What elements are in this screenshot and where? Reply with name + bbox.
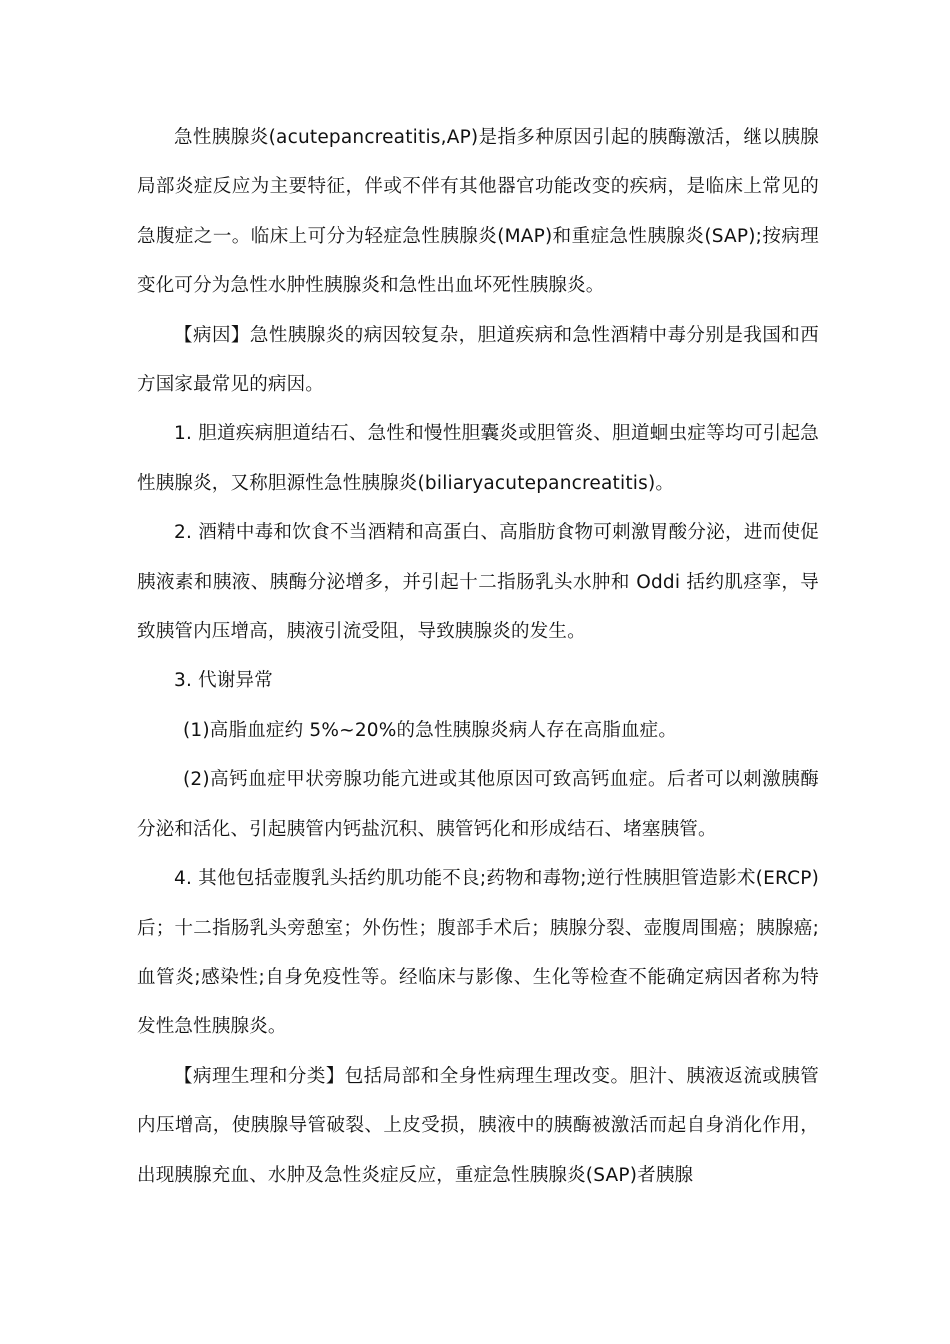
paragraph-other-causes: 4. 其他包括壶腹乳头括约肌功能不良;药物和毒物;逆行性胰胆管造影术(ERCP)后；十二指肠乳头旁憩室；外伤性；腹部手术后；胰腺分裂、壶腹周围癌；胰腺癌;血管炎;感染性;自身免疫性等。经临床与影像、生化等检查不能确定病因者称为特发性急性胰腺炎。 xyxy=(137,868,819,1038)
paragraph-metabolic: 3. 代谢异常 xyxy=(174,670,273,692)
paragraph-hypercalcemia: (2)高钙血症甲状旁腺功能亢进或其他原因可致高钙血症。后者可以刺激胰酶分泌和活化、引起胰管内钙盐沉积、胰管钙化和形成结石、堵塞胰管。 xyxy=(137,769,819,840)
paragraph-biliary-disease: 1. 胆道疾病胆道结石、急性和慢性胆囊炎或胆管炎、胆道蛔虫症等均可引起急性胰腺炎，又称胆源性急性胰腺炎(biliaryacutepancreatitis)。 xyxy=(137,423,820,494)
paragraph-etiology: 【病因】急性胰腺炎的病因较复杂，胆道疾病和急性酒精中毒分别是我国和西方国家最常见的病因。 xyxy=(137,324,819,396)
paragraph-hyperlipidemia: (1)高脂血症约 5%~20%的急性胰腺炎病人存在高脂血症。 xyxy=(183,719,678,741)
paragraph-alcohol-diet: 2. 酒精中毒和饮食不当酒精和高蛋白、高脂肪食物可刺激胃酸分泌，进而使促胰液素和胰液、胰酶分泌增多，并引起十二指肠乳头水肿和 Oddi 括约肌痉挛，导致胰管内压增高，胰液引流受阻，导致胰腺炎的发生。 xyxy=(137,522,820,643)
paragraph-pathophysiology: 【病理生理和分类】包括局部和全身性病理生理改变。胆汁、胰液返流或胰管内压增高，使胰腺导管破裂、上皮受损，胰液中的胰酶被激活而起自身消化作用，出现胰腺充血、水肿及急性炎症反应，重症急性胰腺炎(SAP)者胰腺 xyxy=(137,1065,819,1186)
paragraph-intro: 急性胰腺炎(acutepancreatitis,AP)是指多种原因引起的胰酶激活，继以胰腺局部炎症反应为主要特征，伴或不伴有其他器官功能改变的疾病，是临床上常见的急腹症之一。临床上可分为轻症急性胰腺炎(MAP)和重症急性胰腺炎(SAP);按病理变化可分为急性水肿性胰腺炎和急性出血坏死性胰腺炎。 xyxy=(137,127,819,297)
document-body xyxy=(137,113,819,1200)
